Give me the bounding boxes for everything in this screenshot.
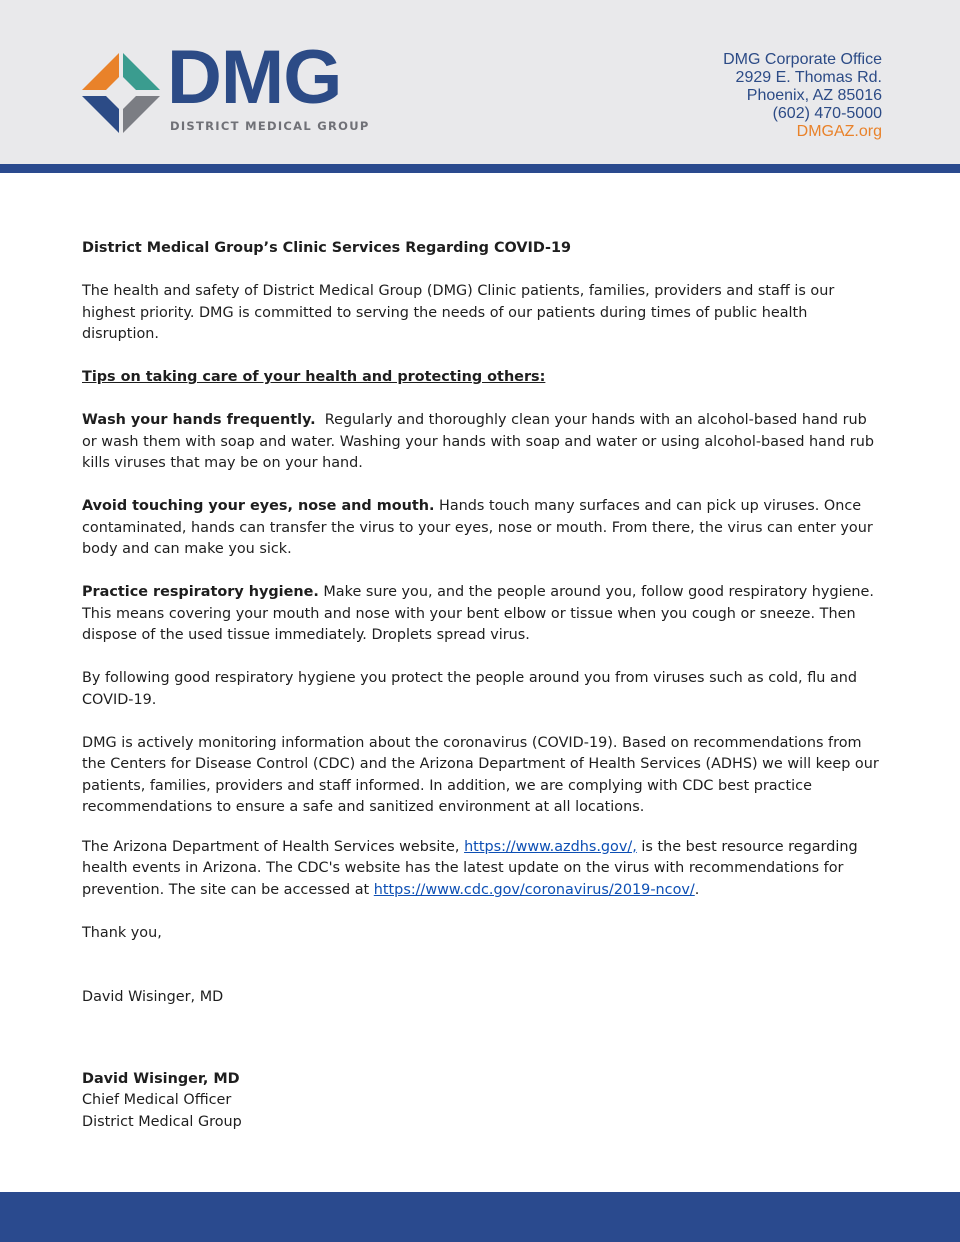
letterhead bbox=[0, 0, 960, 164]
closing: Thank you, bbox=[82, 924, 162, 941]
signature-line: David Wisinger, MD bbox=[82, 989, 224, 1005]
office-city: Phoenix, AZ 85016 bbox=[746, 87, 882, 104]
letter-body bbox=[82, 238, 882, 1133]
letter-heading: District Medical Group’s Clinic Services Regarding COVID-19 bbox=[82, 240, 572, 256]
hygiene-note: By following good respiratory hygiene you protect the people around you from viruses such as cold, flu and COVID-19. bbox=[82, 670, 858, 708]
resources-text-1: The Arizona Department of Health Services website, bbox=[82, 838, 460, 855]
tip-wash-hands-title: Wash your hands frequently. bbox=[82, 412, 316, 428]
footer-bar bbox=[0, 1192, 960, 1242]
header-rule bbox=[0, 164, 960, 173]
tip-avoid-touching-title: Avoid touching your eyes, nose and mouth. bbox=[82, 498, 435, 514]
office-name: DMG Corporate Office bbox=[723, 51, 882, 68]
signature-title: Chief Medical Officer bbox=[82, 1092, 232, 1108]
office-phone: (602) 470-5000 bbox=[772, 105, 882, 122]
resources-end: . bbox=[694, 881, 700, 898]
cdc-link[interactable]: https://www.cdc.gov/coronavirus/2019-ncov/ bbox=[373, 881, 695, 898]
resources-paragraph bbox=[82, 837, 882, 902]
office-address bbox=[723, 51, 882, 141]
tip-wash-hands-body: Regularly and thoroughly clean your hands with an alcohol-based hand rub or wash them with soap and water. Washing your hands with soap and water or using alcohol-based hand rub kills viruses that may be on your hand. bbox=[82, 412, 874, 471]
signature-organization: District Medical Group bbox=[82, 1113, 242, 1130]
tip-respiratory-hygiene bbox=[82, 582, 882, 647]
signature-name: David Wisinger, MD bbox=[82, 1070, 240, 1087]
tip-respiratory-hygiene-body: Make sure you, and the people around you, follow good respiratory hygiene. This means covering your mouth and nose with your bent elbow or tissue when you cough or sneeze. Then dispose of the used tissue immediately. Droplets spread virus. bbox=[82, 584, 874, 643]
tip-respiratory-hygiene-title: Practice respiratory hygiene. bbox=[82, 584, 319, 600]
office-street: 2929 E. Thomas Rd. bbox=[735, 69, 882, 86]
office-website-link[interactable]: DMGAZ.org bbox=[796, 123, 882, 140]
tip-avoid-touching-body: Hands touch many surfaces and can pick up viruses. Once contaminated, hands can transfer the virus to your eyes, nose or mouth. From there, the virus can enter your body and can make you sick. bbox=[82, 498, 873, 557]
logo-subtitle: DISTRICT MEDICAL GROUP bbox=[170, 119, 370, 133]
adhs-link[interactable]: https://www.azdhs.gov/, bbox=[464, 838, 637, 855]
intro-paragraph: The health and safety of District Medical Group (DMG) Clinic patients, families, providers and staff is our highest priority. DMG is committed to serving the needs of our patients during times of public health disruption. bbox=[82, 283, 835, 342]
tip-wash-hands bbox=[82, 410, 882, 475]
logo-wordmark: DMG bbox=[167, 35, 342, 120]
tip-avoid-touching bbox=[82, 496, 882, 561]
tips-heading: Tips on taking care of your health and protecting others: bbox=[82, 369, 546, 385]
monitoring-paragraph: DMG is actively monitoring information about the coronavirus (COVID-19). Based on recommendations from the Centers for Disease Control (CDC) and the Arizona Department of Health Services (ADHS) we will keep our patients, families, providers and staff informed. In addition, we are complying with CDC best practice recommendations to ensure a safe and sanitized environment at all locations. bbox=[82, 734, 879, 815]
resources-text-2: is the best resource regarding health events in Arizona. The CDC's website has the latest update on the virus with recommendations for prevention. The site can be accessed at bbox=[82, 838, 858, 898]
dmg-logo-icon bbox=[82, 53, 160, 133]
